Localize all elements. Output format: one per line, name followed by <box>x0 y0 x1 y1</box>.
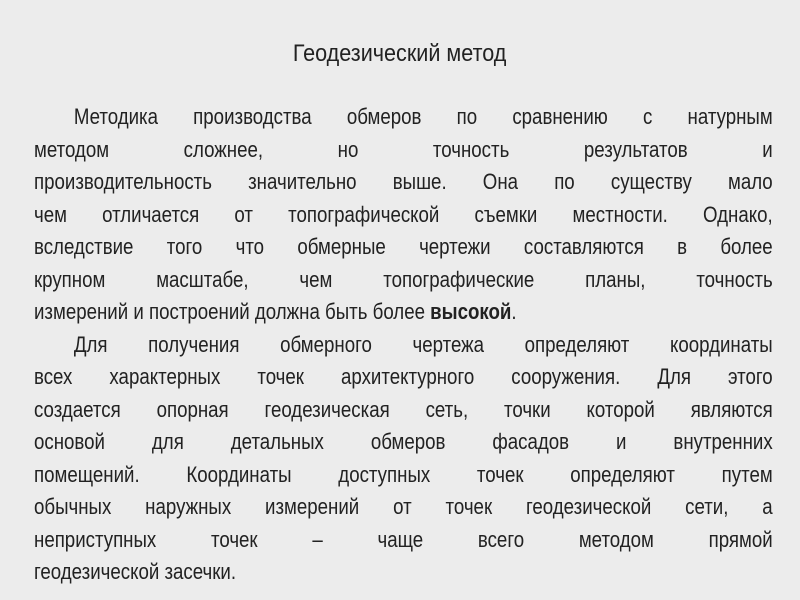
slide-title: Геодезический метод <box>293 40 507 67</box>
text-segment: измерений и построений должна быть более <box>34 299 431 324</box>
text-line: всех характерных точек архитектурного сооружения. Для этого <box>34 364 773 389</box>
text-line: вследствие того что обмерные чертежи составляются в более <box>34 234 773 259</box>
text-line: неприступных точек – чаще всего методом прямой <box>34 526 773 552</box>
bold-word: высокой <box>430 299 512 324</box>
text-line: методом сложнее, но точность результатов и <box>34 136 773 162</box>
text-line: создается опорная геодезическая сеть, точки которой являются <box>34 396 773 422</box>
text-line: Для получения обмерного чертежа определяют координаты <box>73 331 773 357</box>
text-line: крупном масштабе, чем топографические планы, точность <box>34 266 773 292</box>
slide-body <box>34 101 772 589</box>
text-line: чем отличается от топографической съемки местности. Однако, <box>34 201 773 227</box>
text-segment: . <box>511 299 517 324</box>
text-line: производительность значительно выше. Она по существу мало <box>34 169 773 194</box>
text-line <box>34 296 772 329</box>
text-line: обычных наружных измерений от точек геодезической сети, а <box>34 494 773 519</box>
text-line: геодезической засечки. <box>34 559 237 584</box>
text-line: основой для детальных обмеров фасадов и внутренних <box>34 429 773 454</box>
text-line: Методика производства обмеров по сравнению с натурным <box>73 104 773 129</box>
text-line: помещений. Координаты доступных точек определяют путем <box>34 461 773 487</box>
